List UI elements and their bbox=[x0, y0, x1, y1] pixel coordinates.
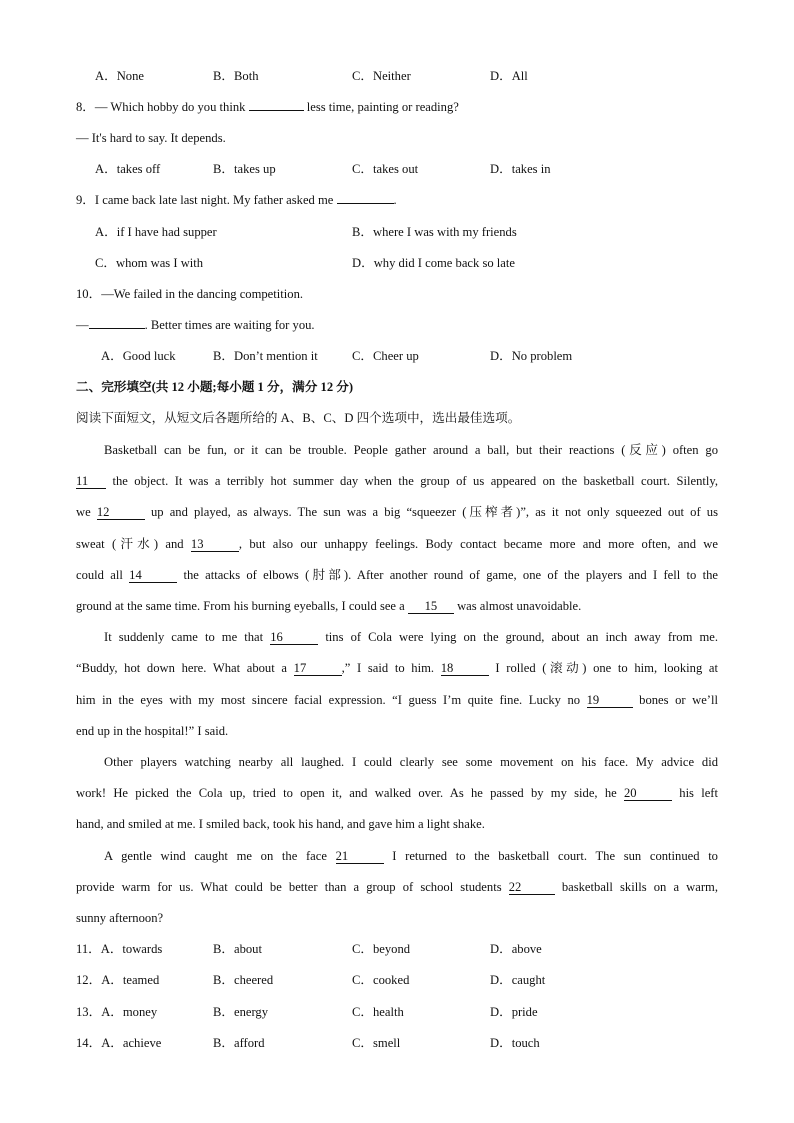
answer-option: B．energy bbox=[213, 1005, 269, 1019]
passage-p1-line6 bbox=[76, 598, 581, 614]
passage-p1-line4 bbox=[76, 536, 718, 552]
answer-option: B．cheered bbox=[213, 973, 274, 987]
answer-option: D．caught bbox=[490, 973, 546, 987]
q7-option-b: B．Both bbox=[213, 69, 259, 83]
passage-p3-line3: hand, and smiled at me. I smiled back, took his hand, and gave him a light shake. bbox=[76, 817, 485, 831]
blank-22: 22 bbox=[509, 881, 555, 895]
q10-option-b: B．Don’t mention it bbox=[213, 349, 318, 363]
answer-option: 12．A．teamed bbox=[76, 973, 160, 987]
passage-text: the object. It was a terribly hot summer day when the group of us appeared on the basketball court. Silently, bbox=[112, 474, 718, 488]
q9-option-b: B．where I was with my friends bbox=[352, 225, 517, 239]
answer-option: 11．A．towards bbox=[76, 942, 163, 956]
answer-option: B．about bbox=[213, 942, 262, 956]
passage-p2-line2 bbox=[76, 660, 718, 676]
q9-stem bbox=[76, 192, 397, 208]
passage-p4-line1 bbox=[104, 848, 718, 864]
passage-text: , but also our unhappy feelings. Body contact became more and more often, and we bbox=[238, 537, 718, 551]
q7-option-c: C．Neither bbox=[352, 69, 411, 83]
q8-option-b: B．takes up bbox=[213, 162, 276, 176]
q9-blank bbox=[337, 203, 394, 204]
answer-option: D．touch bbox=[490, 1036, 540, 1050]
q9-stem-text: 9．I came back late last night. My father asked me bbox=[76, 193, 337, 207]
blank-12: 12 bbox=[97, 506, 145, 520]
q9-stem-end: . bbox=[393, 193, 397, 207]
blank-15: 15 bbox=[408, 600, 454, 614]
passage-text: up and played, as always. The sun was a big “squeezer (压榨者)”, as it not only squeezed out of us bbox=[150, 505, 718, 519]
q10-reply-text: . Better times are waiting for you. bbox=[144, 318, 315, 332]
blank-18: 18 bbox=[441, 662, 489, 676]
q9-option-c: C．whom was I with bbox=[95, 256, 204, 270]
answer-option: C．health bbox=[352, 1005, 404, 1019]
passage-text: bones or we’ll bbox=[639, 693, 718, 707]
passage-text: “Buddy, hot down here. What about a bbox=[76, 661, 287, 675]
blank-16: 16 bbox=[270, 631, 318, 645]
answer-option: D．pride bbox=[490, 1005, 538, 1019]
q10-option-d: D．No problem bbox=[490, 349, 573, 363]
answer-option: 13．A．money bbox=[76, 1005, 158, 1019]
q7-option-d: D．All bbox=[490, 69, 528, 83]
passage-p4-line2 bbox=[76, 879, 718, 895]
blank-11: 11 bbox=[76, 475, 106, 489]
q10-option-a: A．Good luck bbox=[101, 349, 176, 363]
q7-option-a: A．None bbox=[95, 69, 144, 83]
q8-stem-text: 8．— Which hobby do you think bbox=[76, 100, 249, 114]
passage-text: A gentle wind caught me on the face bbox=[104, 849, 327, 863]
passage-p2-line3 bbox=[76, 692, 718, 708]
q10-stem: 10．—We failed in the dancing competition. bbox=[76, 287, 304, 301]
passage-text: the attacks of elbows (肘部). After another round of game, one of the players and I fell to the bbox=[183, 568, 718, 582]
passage-text: could all bbox=[76, 568, 123, 582]
passage-p2-line4: end up in the hospital!” I said. bbox=[76, 724, 229, 738]
passage-text: ,” I said to him. bbox=[341, 661, 435, 675]
passage-p1-line1: Basketball can be fun, or it can be trouble. People gather around a ball, but their reactions (反应) often go bbox=[104, 443, 718, 457]
blank-17: 17 bbox=[294, 662, 342, 676]
passage-text: was almost unavoidable. bbox=[457, 599, 582, 613]
q10-blank bbox=[89, 328, 145, 329]
passage-text: we bbox=[76, 505, 91, 519]
passage-text: work! He picked the Cola up, tried to open it, and walked over. As he passed by my side, he bbox=[76, 786, 617, 800]
passage-text: his left bbox=[679, 786, 718, 800]
passage-text: tins of Cola were lying on the ground, about an inch away from me. bbox=[325, 630, 718, 644]
q8-option-d: D．takes in bbox=[490, 162, 551, 176]
passage-p4-line3: sunny afternoon? bbox=[76, 911, 164, 925]
answer-option: 14．A．achieve bbox=[76, 1036, 162, 1050]
q8-blank bbox=[249, 110, 304, 111]
answer-option: C．smell bbox=[352, 1036, 401, 1050]
blank-13: 13 bbox=[191, 538, 239, 552]
blank-21: 21 bbox=[336, 850, 384, 864]
q10-reply bbox=[76, 317, 315, 333]
passage-text: I rolled (滚动) one to him, looking at bbox=[495, 661, 718, 675]
passage-p1-line3 bbox=[76, 504, 718, 520]
blank-19: 19 bbox=[587, 694, 633, 708]
passage-text: provide warm for us. What could be better than a group of school students bbox=[76, 880, 502, 894]
passage-text: basketball skills on a warm, bbox=[561, 880, 718, 894]
answer-option: C．cooked bbox=[352, 973, 410, 987]
q8-option-c: C．takes out bbox=[352, 162, 419, 176]
q8-stem-text-end: less time, painting or reading? bbox=[303, 100, 459, 114]
passage-p3-line2 bbox=[76, 785, 718, 801]
passage-text: It suddenly came to me that bbox=[104, 630, 264, 644]
answer-option: D．above bbox=[490, 942, 542, 956]
passage-p3-line1: Other players watching nearby all laughed. I could clearly see some movement on his face. My advice did bbox=[104, 755, 718, 769]
section-heading: 二、完形填空(共 12 小题;每小题 1 分，满分 12 分) bbox=[76, 380, 354, 394]
section-instruction: 阅读下面短文，从短文后各题所给的 A、B、C、D 四个选项中，选出最佳选项。 bbox=[76, 411, 521, 425]
passage-p1-line5 bbox=[76, 567, 718, 583]
blank-20: 20 bbox=[624, 787, 672, 801]
q9-option-d: D．why did I come back so late bbox=[352, 256, 515, 270]
passage-text: sweat (汗水) and bbox=[76, 537, 184, 551]
passage-p2-line1 bbox=[104, 629, 718, 645]
answer-option: B．afford bbox=[213, 1036, 265, 1050]
q8-option-a: A．takes off bbox=[95, 162, 161, 176]
answer-option: C．beyond bbox=[352, 942, 411, 956]
q10-reply-dash: — bbox=[76, 318, 89, 332]
q8-stem bbox=[76, 99, 459, 115]
passage-text: ground at the same time. From his burning eyeballs, I could see a bbox=[76, 599, 405, 613]
q8-reply: — It's hard to say. It depends. bbox=[76, 131, 226, 145]
blank-14: 14 bbox=[129, 569, 177, 583]
passage-text: him in the eyes with my most sincere facial expression. “I guess I’m quite fine. Lucky no bbox=[76, 693, 581, 707]
q9-option-a: A．if I have had supper bbox=[95, 225, 217, 239]
passage-p1-line2 bbox=[76, 473, 718, 489]
passage-text: I returned to the basketball court. The sun continued to bbox=[392, 849, 718, 863]
q10-option-c: C．Cheer up bbox=[352, 349, 419, 363]
